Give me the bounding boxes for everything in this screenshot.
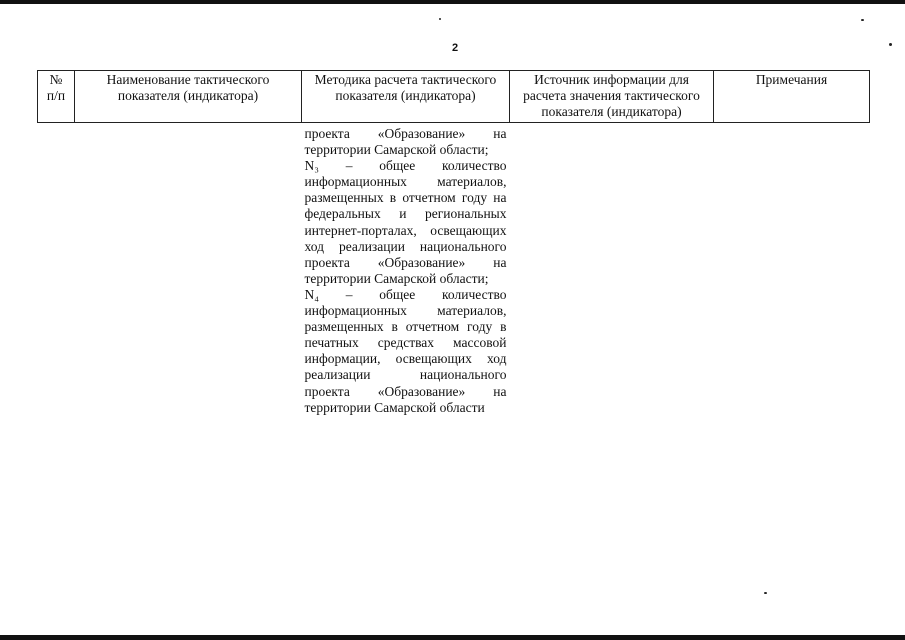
- scan-speck: [439, 18, 441, 20]
- scan-top-edge: [0, 0, 905, 4]
- cell-notes: [714, 123, 870, 416]
- scan-speck: [889, 43, 892, 46]
- column-header-number: № п/п: [38, 71, 75, 123]
- scan-bottom-edge: [0, 635, 905, 640]
- column-header-calculation-method: Методика расчета тактического показателя (индикатора): [302, 71, 510, 123]
- indicators-table: [37, 70, 870, 416]
- table-header-row: [38, 71, 870, 123]
- cell-number: [38, 123, 75, 416]
- column-header-notes: Примечания: [714, 71, 870, 123]
- cell-information-source: [510, 123, 714, 416]
- cell-indicator-name: [75, 123, 302, 416]
- scan-speck: [764, 592, 767, 594]
- column-header-information-source: Источник информации для расчета значения тактического показателя (индикатора): [510, 71, 714, 123]
- column-header-indicator-name: Наименование тактического показателя (индикатора): [75, 71, 302, 123]
- cell-calculation-method: проекта «Образование» на территории Самарской области; N₃ – общее количество информационных материалов, размещенных в отчетном году на федеральных и региональных интернет-порталах, освещающих ход реализации национального проекта «Образование» на территории Самарской области; N₄ – общее количество информационных материалов, размещенных в отчетном году в печатных средствах массовой информации, освещающих ход реализации национального проекта «Образование» на территории Самарской области: [304, 126, 507, 415]
- page-number: 2: [451, 42, 459, 54]
- scan-speck: [861, 19, 864, 21]
- table-row: [38, 123, 870, 416]
